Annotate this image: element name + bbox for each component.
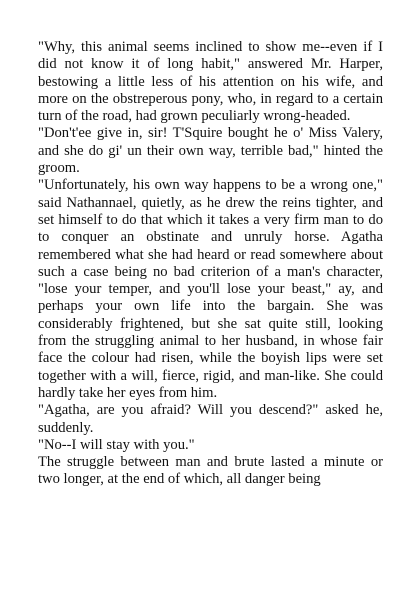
paragraph-struggle-end: The struggle between man and brute lasted a minute or two longer, at the end of which, all danger being — [38, 454, 383, 488]
paragraph-agatha-question: "Agatha, are you afraid? Will you descend?" asked he, suddenly. — [38, 402, 383, 436]
page-text-body — [38, 39, 383, 489]
paragraph-harper-reply: "Why, this animal seems inclined to show me--even if I did not know it of long habit," answered Mr. Harper, bestowing a little less of his attention on his wife, and more on the obstreperous pony, who, in regard to a certain turn of the road, had grown peculiarly wrong-headed. — [38, 39, 383, 125]
paragraph-nathannael-struggle: "Unfortunately, his own way happens to be a wrong one," said Nathannael, quietly, as he drew the reins tighter, and set himself to do that which it takes a very firm man to do to conquer an obstinate and unruly horse. Agatha remembered what she had heard or read somewhere about such a case being no bad criterion of a man's character, "lose your temper, and you'll lose your beast," ay, and perhaps your own life into the bargain. She was considerably frightened, but she sat quite still, looking from the struggling animal to her husband, in whose fair face the colour had risen, while the boyish lips were set together with a will, fierce, rigid, and man-like. She could hardly take her eyes from him. — [38, 177, 383, 401]
paragraph-groom-hint: "Don't'ee give in, sir! T'Squire bought he o' Miss Valery, and she do gi' un their own way, terrible bad," hinted the groom. — [38, 125, 383, 177]
paragraph-agatha-answer: "No--I will stay with you." — [38, 436, 195, 453]
